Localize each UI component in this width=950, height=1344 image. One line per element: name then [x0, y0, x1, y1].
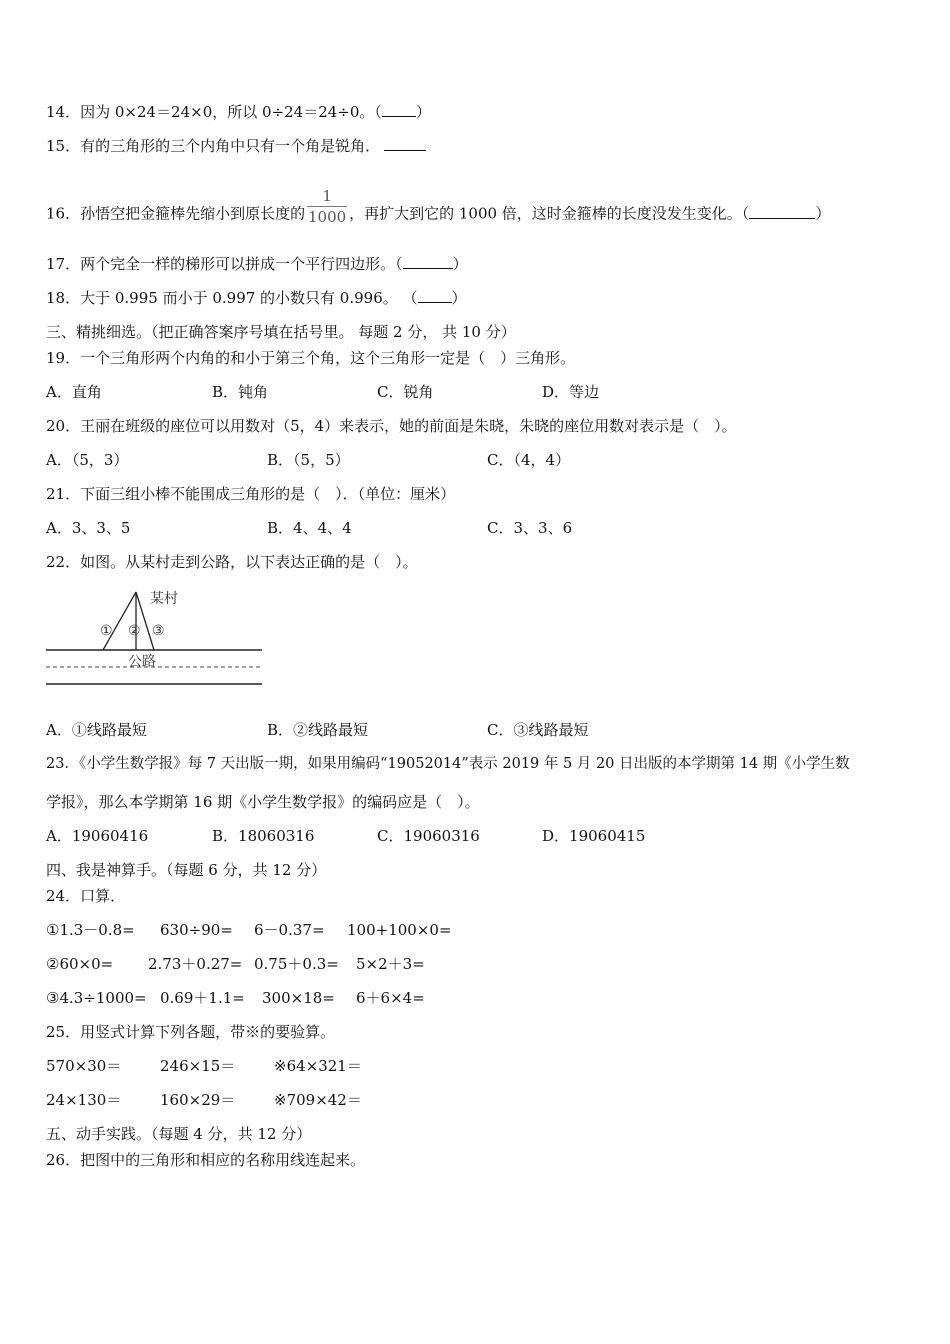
- calc-item: 630÷90=: [160, 921, 233, 939]
- calc-item: 6－0.37=: [254, 921, 325, 939]
- question-14-text: 14．因为 0×24＝24×0，所以 0÷24＝24÷0。（: [46, 103, 382, 121]
- option-a[interactable]: A．直角: [46, 383, 102, 401]
- question-25: 25．用竖式计算下列各题，带※的要验算。: [46, 1023, 336, 1041]
- question-16: 16．孙悟空把金箍棒先缩小到原长度的 $\frac{1}{1000}$ ，再扩大到它的 1000 倍，这时金箍棒的长度没发生变化。（ ）: [46, 187, 831, 226]
- fraction: $\frac{1}{1000}$: [308, 187, 347, 226]
- question-17: 17．两个完全一样的梯形可以拼成一个平行四边形。（ ）: [46, 255, 468, 273]
- question-20: 20．王丽在班级的座位可以用数对（5，4）来表示，她的前面是朱晓，朱晓的座位用数对表示是（ ）。: [46, 417, 737, 435]
- calc-item: 100+100×0=: [347, 921, 452, 939]
- road-label: 公路: [128, 654, 156, 670]
- question-26: 26．把图中的三角形和相应的名称用线连起来。: [46, 1151, 366, 1169]
- calc-item: 300×18=: [262, 989, 335, 1007]
- calc-item: ③4.3÷1000=: [46, 989, 147, 1007]
- option-b[interactable]: B．（5，5）: [267, 451, 350, 469]
- question-23-line-2: 学报》，那么本学期第 16 期《小学生数学报》的编码应是（ ）。: [46, 793, 480, 811]
- option-c[interactable]: C．③线路最短: [487, 721, 589, 739]
- answer-blank[interactable]: [384, 136, 426, 151]
- question-19: 19．一个三角形两个内角的和小于第三个角，这个三角形一定是（ ）三角形。: [46, 349, 576, 367]
- section-3-heading: 三、精挑细选。（把正确答案序号填在括号里。 每题 2 分， 共 10 分）: [46, 323, 516, 341]
- option-c[interactable]: C．3、3、6: [487, 519, 573, 537]
- question-14: 14．因为 0×24＝24×0，所以 0÷24＝24÷0。（ ）: [46, 103, 431, 121]
- option-c[interactable]: C．19060316: [377, 827, 480, 845]
- option-b[interactable]: B．钝角: [212, 383, 269, 401]
- question-18: 18．大于 0.995 而小于 0.997 的小数只有 0.996。 （ ）: [46, 289, 467, 307]
- option-d[interactable]: D．19060415: [542, 827, 646, 845]
- option-d[interactable]: D．等边: [542, 383, 600, 401]
- calc-item: 6＋6×4=: [356, 989, 425, 1007]
- village-road-figure: [40, 582, 280, 692]
- calc-item: 0.75＋0.3=: [254, 955, 339, 973]
- question-22: 22．如图。从某村走到公路，以下表达正确的是（ ）。: [46, 553, 418, 571]
- route-1-line: [103, 592, 136, 650]
- calc-item: ※709×42＝: [274, 1091, 362, 1109]
- calc-item: 5×2＋3=: [356, 955, 425, 973]
- calc-item: ①1.3－0.8=: [46, 921, 135, 939]
- calc-item: 0.69＋1.1=: [160, 989, 245, 1007]
- calc-item: 246×15＝: [160, 1057, 236, 1075]
- calc-item: ※64×321＝: [274, 1057, 362, 1075]
- option-a[interactable]: A．19060416: [46, 827, 149, 845]
- option-a[interactable]: A．（5，3）: [46, 451, 129, 469]
- question-15: [46, 136, 426, 156]
- calc-item: ②60×0=: [46, 955, 114, 973]
- village-label: 某村: [150, 591, 178, 607]
- section-4-heading: 四、我是神算手。（每题 6 分，共 12 分）: [46, 861, 327, 879]
- option-a[interactable]: A．①线路最短: [46, 721, 147, 739]
- calc-item: 570×30＝: [46, 1057, 122, 1075]
- answer-blank[interactable]: [382, 102, 416, 117]
- answer-blank[interactable]: [403, 254, 453, 269]
- calc-item: 160×29＝: [160, 1091, 236, 1109]
- option-a[interactable]: A．3、3、5: [46, 519, 131, 537]
- section-5-heading: 五、动手实践。（每题 4 分，共 12 分）: [46, 1125, 312, 1143]
- route-1-label: ①: [100, 623, 113, 639]
- option-c[interactable]: C．锐角: [377, 383, 434, 401]
- calc-item: 24×130＝: [46, 1091, 122, 1109]
- question-23-line-1: 23．《小学生数学报》每 7 天出版一期，如果用编码“19052014”表示 2019 年 5 月 20 日出版的本学期第 14 期《小学生数: [46, 756, 850, 772]
- answer-blank[interactable]: [418, 288, 452, 303]
- question-24: 24．口算．: [46, 887, 126, 905]
- route-2-label: ②: [128, 623, 141, 639]
- route-3-label: ③: [152, 623, 165, 639]
- answer-blank[interactable]: [749, 204, 815, 219]
- option-b[interactable]: B．18060316: [212, 827, 315, 845]
- option-b[interactable]: B．②线路最短: [267, 721, 369, 739]
- calc-item: 2.73＋0.27=: [148, 955, 243, 973]
- option-b[interactable]: B．4、4、4: [267, 519, 352, 537]
- option-c[interactable]: C．（4，4）: [487, 451, 571, 469]
- question-15-text: 15．有的三角形的三个内角中只有一个角是锐角．: [46, 137, 381, 155]
- question-21: 21．下面三组小棒不能围成三角形的是（ ）．（单位：厘米）: [46, 485, 456, 503]
